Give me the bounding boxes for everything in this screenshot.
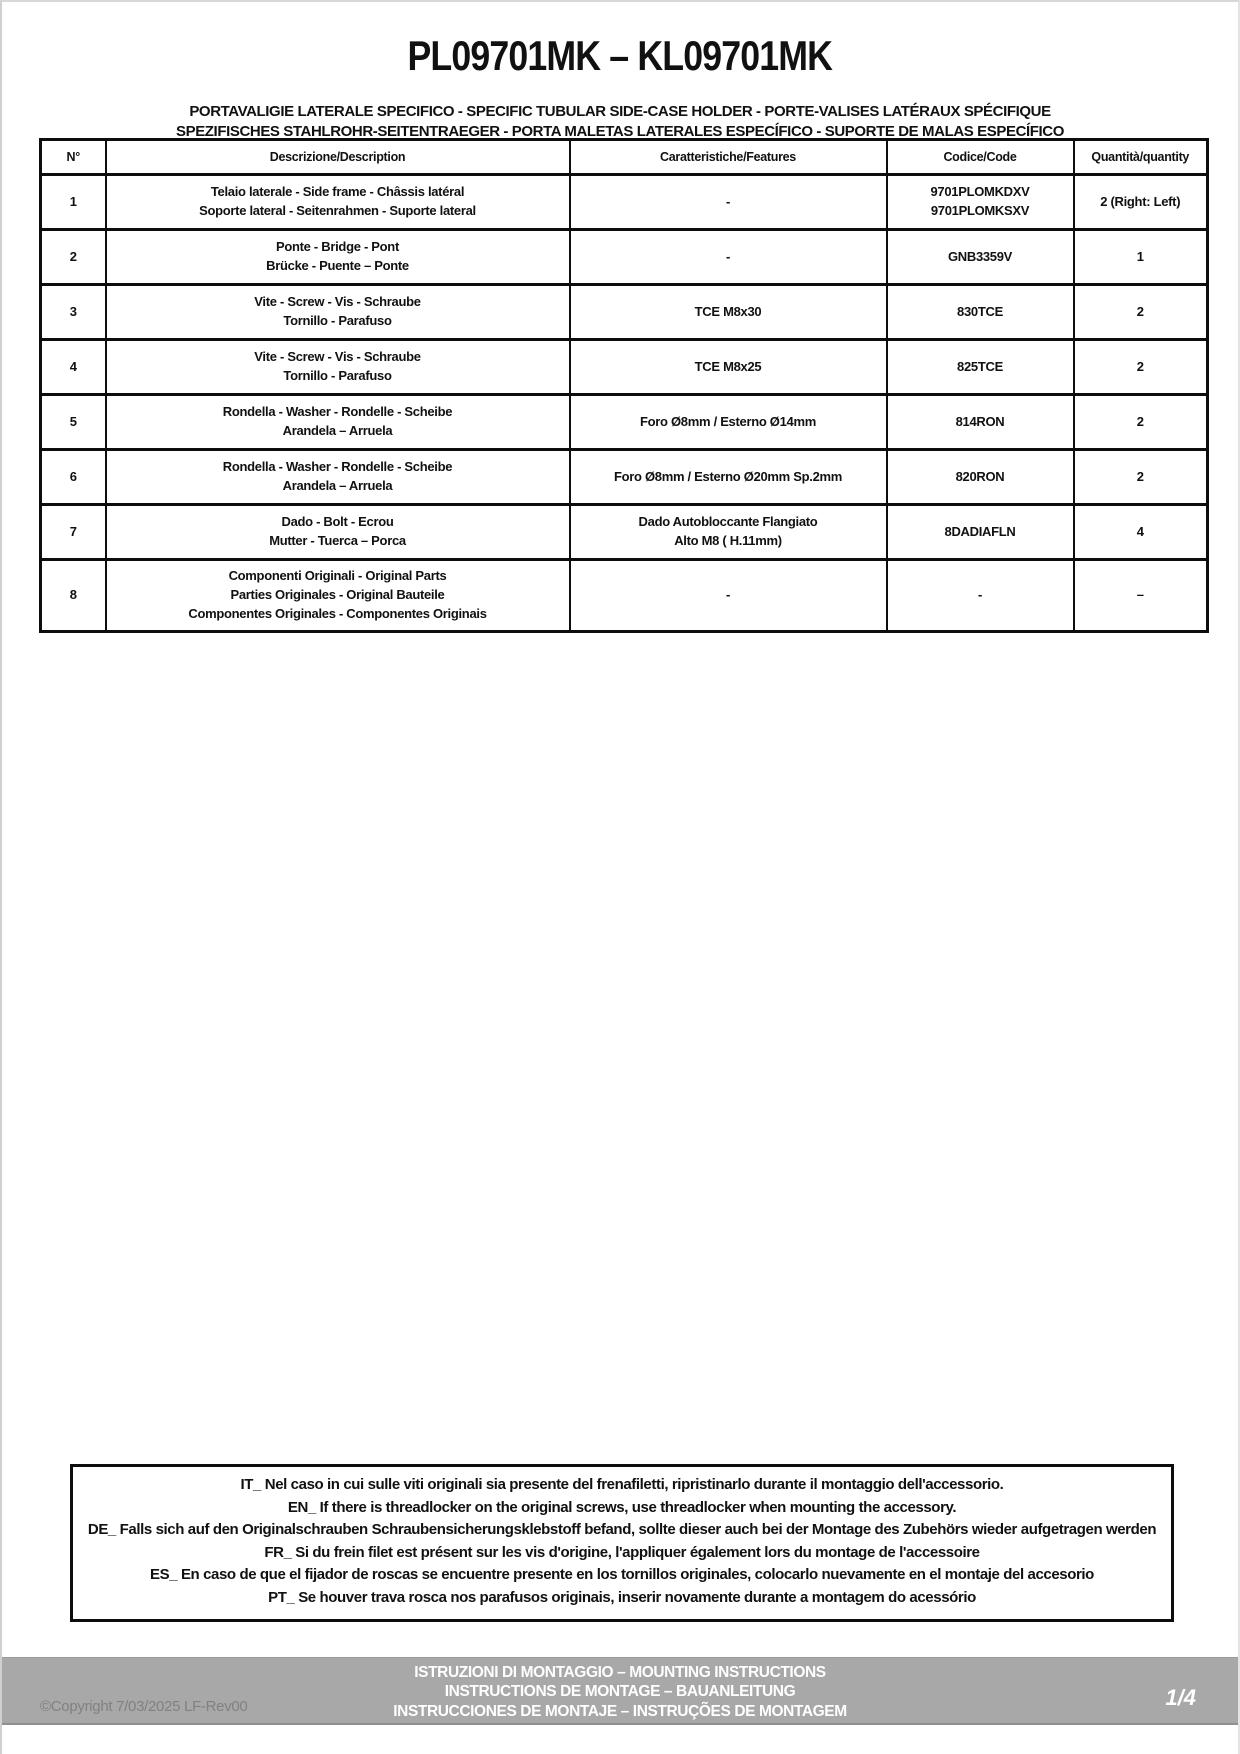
- cell-line: 830TCE: [957, 303, 1003, 319]
- part-features: [570, 285, 887, 340]
- part-features: [570, 395, 887, 450]
- cell-line: Rondella - Washer - Rondelle - Scheibe: [222, 404, 453, 420]
- table-row: [41, 450, 1208, 505]
- page-number: 1/4: [1165, 1685, 1196, 1710]
- note-line-fr: FR_ Si du frein filet est présent sur les vis d'origine, l'appliquer également lors du montage de l'accessoire: [264, 1543, 980, 1561]
- cell-line: Componentes Originales - Componentes Originais: [188, 605, 487, 621]
- cell-line: Foro Ø8mm / Esterno Ø20mm Sp.2mm: [613, 468, 843, 484]
- header-features: Caratteristiche/Features: [570, 140, 887, 175]
- table-row: [41, 175, 1208, 230]
- parts-table-header: [41, 140, 1208, 175]
- part-code: [887, 505, 1074, 560]
- parts-table: [39, 138, 1209, 633]
- cell-line: Telaio laterale - Side frame - Châssis latéral: [210, 184, 465, 200]
- note-line-de: DE_ Falls sich auf den Originalschrauben Schraubensicherungsklebstoff befand, sollte dieser auch bei der Montage des Zubehörs wieder aufgetragen werden: [87, 1521, 1157, 1538]
- part-features: [570, 230, 887, 285]
- cell-line: -: [725, 248, 731, 264]
- cell-line: -: [977, 587, 983, 603]
- cell-line: -: [725, 193, 731, 209]
- part-number: 7: [41, 505, 106, 560]
- cell-line: -: [725, 587, 731, 603]
- part-code: [887, 395, 1074, 450]
- cell-line: TCE M8x30: [694, 303, 762, 319]
- cell-line: 8DADIAFLN: [944, 523, 1016, 539]
- header-code: Codice/Code: [887, 140, 1074, 175]
- part-quantity: 2: [1074, 395, 1208, 450]
- page-subtitles: [2, 102, 1238, 141]
- part-code: [887, 230, 1074, 285]
- cell-line: Dado - Bolt - Ecrou: [281, 514, 394, 530]
- part-description: [106, 340, 570, 395]
- table-row: [41, 285, 1208, 340]
- cell-line: Arandela – Arruela: [282, 423, 393, 438]
- part-quantity: 1: [1074, 230, 1208, 285]
- part-quantity: 2: [1074, 340, 1208, 395]
- part-description: [106, 285, 570, 340]
- part-features: [570, 560, 887, 632]
- footer-bar: [2, 1657, 1238, 1725]
- note-line-pt: PT_ Se houver trava rosca nos parafusos originais, inserir novamente durante a montagem do acessório: [268, 1588, 976, 1606]
- parts-table-body: [41, 175, 1208, 632]
- part-description: [106, 395, 570, 450]
- part-code: [887, 175, 1074, 230]
- table-row: [41, 395, 1208, 450]
- part-quantity: 2: [1074, 285, 1208, 340]
- part-description: [106, 450, 570, 505]
- cell-line: 814RON: [955, 413, 1005, 429]
- part-number: 1: [41, 175, 106, 230]
- part-number: 4: [41, 340, 106, 395]
- footer-instructions-line-2: INSTRUCTIONS DE MONTAGE – BAUANLEITUNG: [444, 1683, 796, 1701]
- cell-line: Componenti Originali - Original Parts: [228, 568, 447, 584]
- cell-line: 9701PLOMKSXV: [930, 203, 1030, 218]
- cell-line: Vite - Screw - Vis - Schraube: [254, 294, 421, 310]
- part-number: 8: [41, 560, 106, 632]
- cell-line: Dado Autobloccante Flangiato: [638, 514, 818, 530]
- cell-line: Ponte - Bridge - Pont: [276, 239, 399, 255]
- table-row: [41, 505, 1208, 560]
- part-code: [887, 285, 1074, 340]
- cell-line: TCE M8x25: [694, 358, 762, 374]
- part-quantity: –: [1074, 560, 1208, 632]
- part-quantity: 4: [1074, 505, 1208, 560]
- cell-line: Vite - Screw - Vis - Schraube: [254, 349, 421, 365]
- part-number: 6: [41, 450, 106, 505]
- part-features: [570, 505, 887, 560]
- cell-line: Soporte lateral - Seitenrahmen - Suporte lateral: [199, 203, 476, 218]
- header-quantity: Quantità/quantity: [1074, 140, 1208, 175]
- part-code: [887, 340, 1074, 395]
- cell-line: 9701PLOMKDXV: [930, 184, 1030, 200]
- footer-instructions-line-3: INSTRUCCIONES DE MONTAJE – INSTRUÇÕES DE MONTAGEM: [393, 1702, 847, 1720]
- part-number: 5: [41, 395, 106, 450]
- subtitle-line-1: PORTAVALIGIE LATERALE SPECIFICO - SPECIFIC TUBULAR SIDE-CASE HOLDER - PORTE-VALISES LATÉRAUX SPÉCIFIQUE: [189, 103, 1051, 120]
- part-code: [887, 450, 1074, 505]
- note-line-it: IT_ Nel caso in cui sulle viti originali sia presente del frenafiletti, ripristinarlo durante il montaggio dell'accessorio.: [240, 1476, 1004, 1493]
- page-title-text: PL09701MK – KL09701MK: [407, 32, 833, 79]
- threadlocker-note-box: [70, 1464, 1174, 1622]
- cell-line: Parties Originales - Original Bauteile: [230, 587, 445, 603]
- cell-line: GNB3359V: [947, 248, 1013, 264]
- part-features: [570, 450, 887, 505]
- cell-line: Brücke - Puente – Ponte: [266, 258, 409, 273]
- footer-instructions: [2, 1663, 1238, 1721]
- note-line-es: ES_ En caso de que el fijador de roscas se encuentre presente en los tornillos originales, colocarlo nuevamente en el montaje del accesorio: [150, 1566, 1094, 1583]
- cell-line: Tornillo - Parafuso: [283, 313, 392, 328]
- cell-line: Rondella - Washer - Rondelle - Scheibe: [222, 459, 453, 475]
- part-description: [106, 230, 570, 285]
- part-description: [106, 175, 570, 230]
- table-row: [41, 560, 1208, 632]
- part-quantity: 2 (Right: Left): [1074, 175, 1208, 230]
- copyright-text: ©Copyright 7/03/2025 LF-Rev00: [40, 1698, 248, 1715]
- part-features: [570, 175, 887, 230]
- cell-line: Arandela – Arruela: [282, 478, 393, 493]
- cell-line: Mutter - Tuerca – Porca: [269, 533, 406, 548]
- part-features: [570, 340, 887, 395]
- part-description: [106, 560, 570, 632]
- header-description: Descrizione/Description: [106, 140, 570, 175]
- part-number: 2: [41, 230, 106, 285]
- table-row: [41, 230, 1208, 285]
- footer-instructions-line-1: ISTRUZIONI DI MONTAGGIO – MOUNTING INSTRUCTIONS: [414, 1664, 826, 1681]
- cell-line: Foro Ø8mm / Esterno Ø14mm: [640, 413, 816, 429]
- header-row: [41, 140, 1208, 175]
- part-description: [106, 505, 570, 560]
- cell-line: 825TCE: [957, 358, 1003, 374]
- page-title: [2, 32, 1238, 80]
- part-number: 3: [41, 285, 106, 340]
- header-number: N°: [41, 140, 106, 175]
- part-code: [887, 560, 1074, 632]
- table-row: [41, 340, 1208, 395]
- cell-line: Alto M8 ( H.11mm): [674, 533, 782, 548]
- subtitle-line-2: SPEZIFISCHES STAHLROHR-SEITENTRAEGER - PORTA MALETAS LATERALES ESPECÍFICO - SUPORTE DE MALAS ESPECÍFICO: [175, 122, 1065, 140]
- cell-line: Tornillo - Parafuso: [283, 368, 392, 383]
- cell-line: 820RON: [955, 468, 1005, 484]
- part-quantity: 2: [1074, 450, 1208, 505]
- note-line-en: EN_ If there is threadlocker on the original screws, use threadlocker when mounting the accessory.: [287, 1498, 957, 1516]
